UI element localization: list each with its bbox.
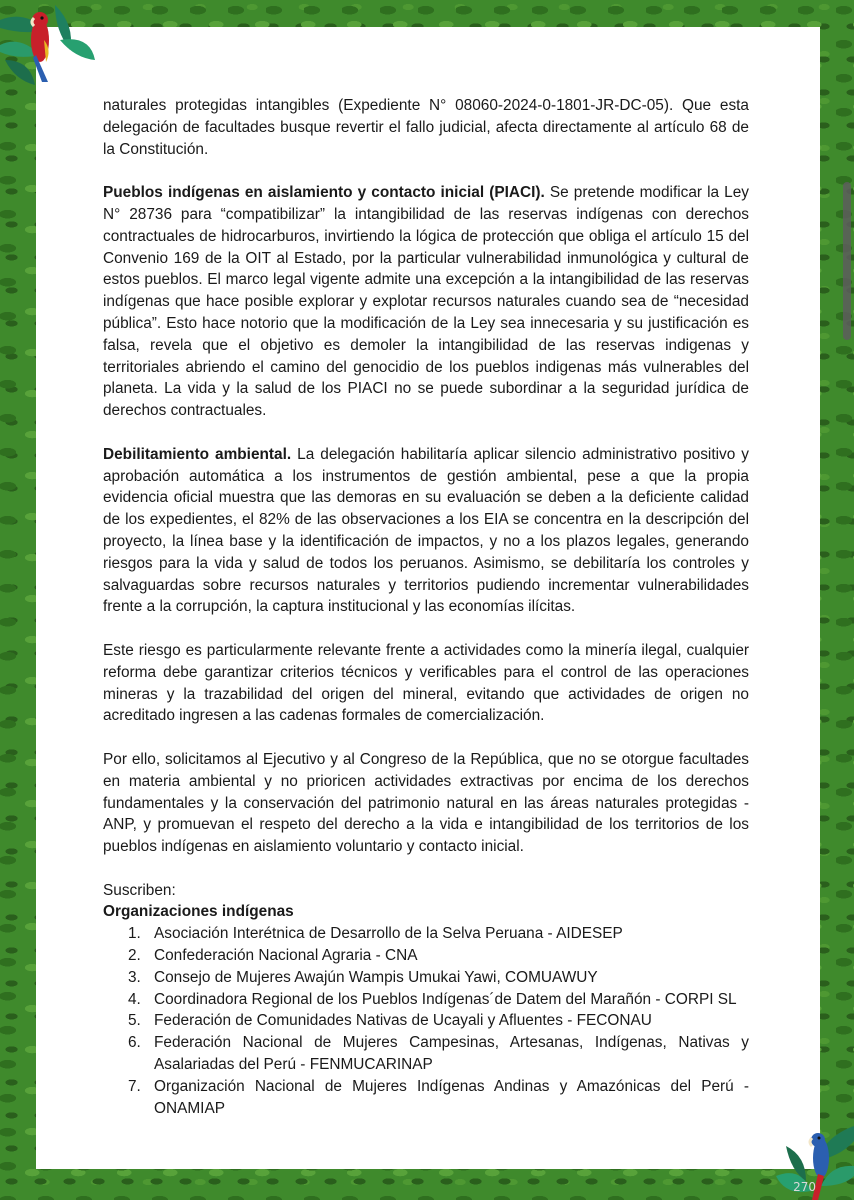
paragraph-piaci-heading: Pueblos indígenas en aislamiento y contacto inicial (PIACI).	[103, 184, 545, 202]
paragraph-piaci-body: Se pretende modificar la Ley N° 28736 para “compatibilizar” la intangibilidad de las reservas indígenas con derechos contractuales de hidrocarburos, invirtiendo la lógica de protección que obliga el artículo 15 del Convenio 169 de la OIT al Estado, por la particular vulnerabilidad inmunológica y cultural de estos pueblos. El marco legal vigente admite una excepción a la intangibilidad de las reservas indígenas que hace posible explorar y explotar recursos naturales cuando sea de “necesidad pública”. Esto hace notorio que la modificación de la Ley sea innecesaria y su justificación es falsa, revela que el objetivo es demoler la intangibilidad de las reservas indigenas y territoriales abriendo el camino del genocidio de los pueblos indigenas más vulnerables del planeta. La vida y la salud de los PIACI no se puede subordinar a la seguridad jurídica de derechos contractuales.	[103, 184, 749, 420]
list-item-name: Asociación Interétnica de Desarrollo de la Selva Peruana - AIDESEP	[154, 925, 623, 943]
organization-list	[103, 923, 749, 1119]
paragraph-environment-body: La delegación habilitaría aplicar silencio administrativo positivo y aprobación automática a los instrumentos de gestión ambiental, pese a que la propia evidencia oficial muestra que las demoras en su evaluación se deben a la deficiente calidad de los expedientes, el 82% de las observaciones a los EIA se concentra en la descripción del proyecto, la línea base y la identificación de impactos, y no a los plazos legales, generando riesgos para la vida y salud de todos los peruanos. Asimismo, se debilitaría los controles y salvaguardas sobre recursos naturales y territorios pudiendo incrementar vulnerabilidades frente a la corrupción, la captura institucional y las economías ilícitas.	[103, 445, 750, 616]
paragraph-environment	[103, 444, 749, 618]
list-item	[103, 989, 749, 1011]
list-item	[103, 1032, 749, 1076]
paragraph-intro: naturales protegidas intangibles (Expediente N° 08060-2024-0-1801-JR-DC-05). Que esta delegación de facultades busque revertir el fallo judicial, afecta directamente al artículo 68 de la Constitución.	[103, 97, 749, 158]
signatories-heading-text: Organizaciones indígenas	[103, 903, 294, 921]
list-item-number: 5.	[128, 1012, 141, 1030]
list-item-number: 3.	[128, 968, 141, 986]
list-item-name: Confederación Nacional Agraria - CNA	[154, 947, 418, 965]
list-item	[103, 945, 749, 967]
parrot-leaves-decoration-icon	[0, 0, 95, 92]
list-item-name: Federación Nacional de Mujeres Campesinas, Artesanas, Indígenas, Nativas y Asalariadas del Perú - FENMUCARINAP	[154, 1034, 749, 1074]
list-item-name: Federación de Comunidades Nativas de Ucayali y Afluentes - FECONAU	[154, 1012, 652, 1030]
document-page	[36, 27, 820, 1169]
list-item-number: 7.	[128, 1077, 141, 1095]
list-item-number: 6.	[128, 1034, 141, 1052]
list-item	[103, 1010, 749, 1032]
paragraph-piaci	[103, 182, 749, 422]
list-item-name: Consejo de Mujeres Awajún Wampis Umukai Yawi, COMUAWUY	[154, 968, 598, 986]
list-item-number: 2.	[128, 947, 141, 965]
list-item-number: 1.	[128, 925, 141, 943]
list-item-name: Coordinadora Regional de los Pueblos Indígenas´de Datem del Marañón - CORPI SL	[154, 990, 737, 1008]
list-item-number: 4.	[128, 990, 141, 1008]
paragraph-request: Por ello, solicitamos al Ejecutivo y al Congreso de la República, que no se otorgue facultades en materia ambiental y no prioricen actividades extractivas por encima de los derechos fundamentales y la conservación del patrimonio natural en las áreas naturales protegidas - ANP, y promuevan el respeto del derecho a la vida e intangibilidad de los territorios de los pueblos indígenas en aislamiento voluntario y contacto inicial.	[103, 750, 749, 856]
signatories-heading	[103, 901, 749, 923]
list-item	[103, 967, 749, 989]
page-number: 270	[793, 1180, 816, 1194]
list-item	[103, 923, 749, 945]
document-body	[103, 95, 749, 1119]
signatories-intro: Suscriben:	[103, 881, 176, 899]
vertical-scrollbar[interactable]	[843, 182, 851, 340]
list-item	[103, 1076, 749, 1120]
paragraph-mining: Este riesgo es particularmente relevante frente a actividades como la minería ilegal, cualquier reforma debe garantizar criterios técnicos y verificables para el control de las operaciones mineras y la trazabilidad del origen del mineral, evitando que actividades de origen no acreditado ingresen a las cadenas formales de comercialización.	[103, 641, 749, 725]
paragraph-environment-heading: Debilitamiento ambiental.	[103, 445, 292, 463]
list-item-name: Organización Nacional de Mujeres Indígenas Andinas y Amazónicas del Perú - ONAMIAP	[154, 1077, 749, 1117]
